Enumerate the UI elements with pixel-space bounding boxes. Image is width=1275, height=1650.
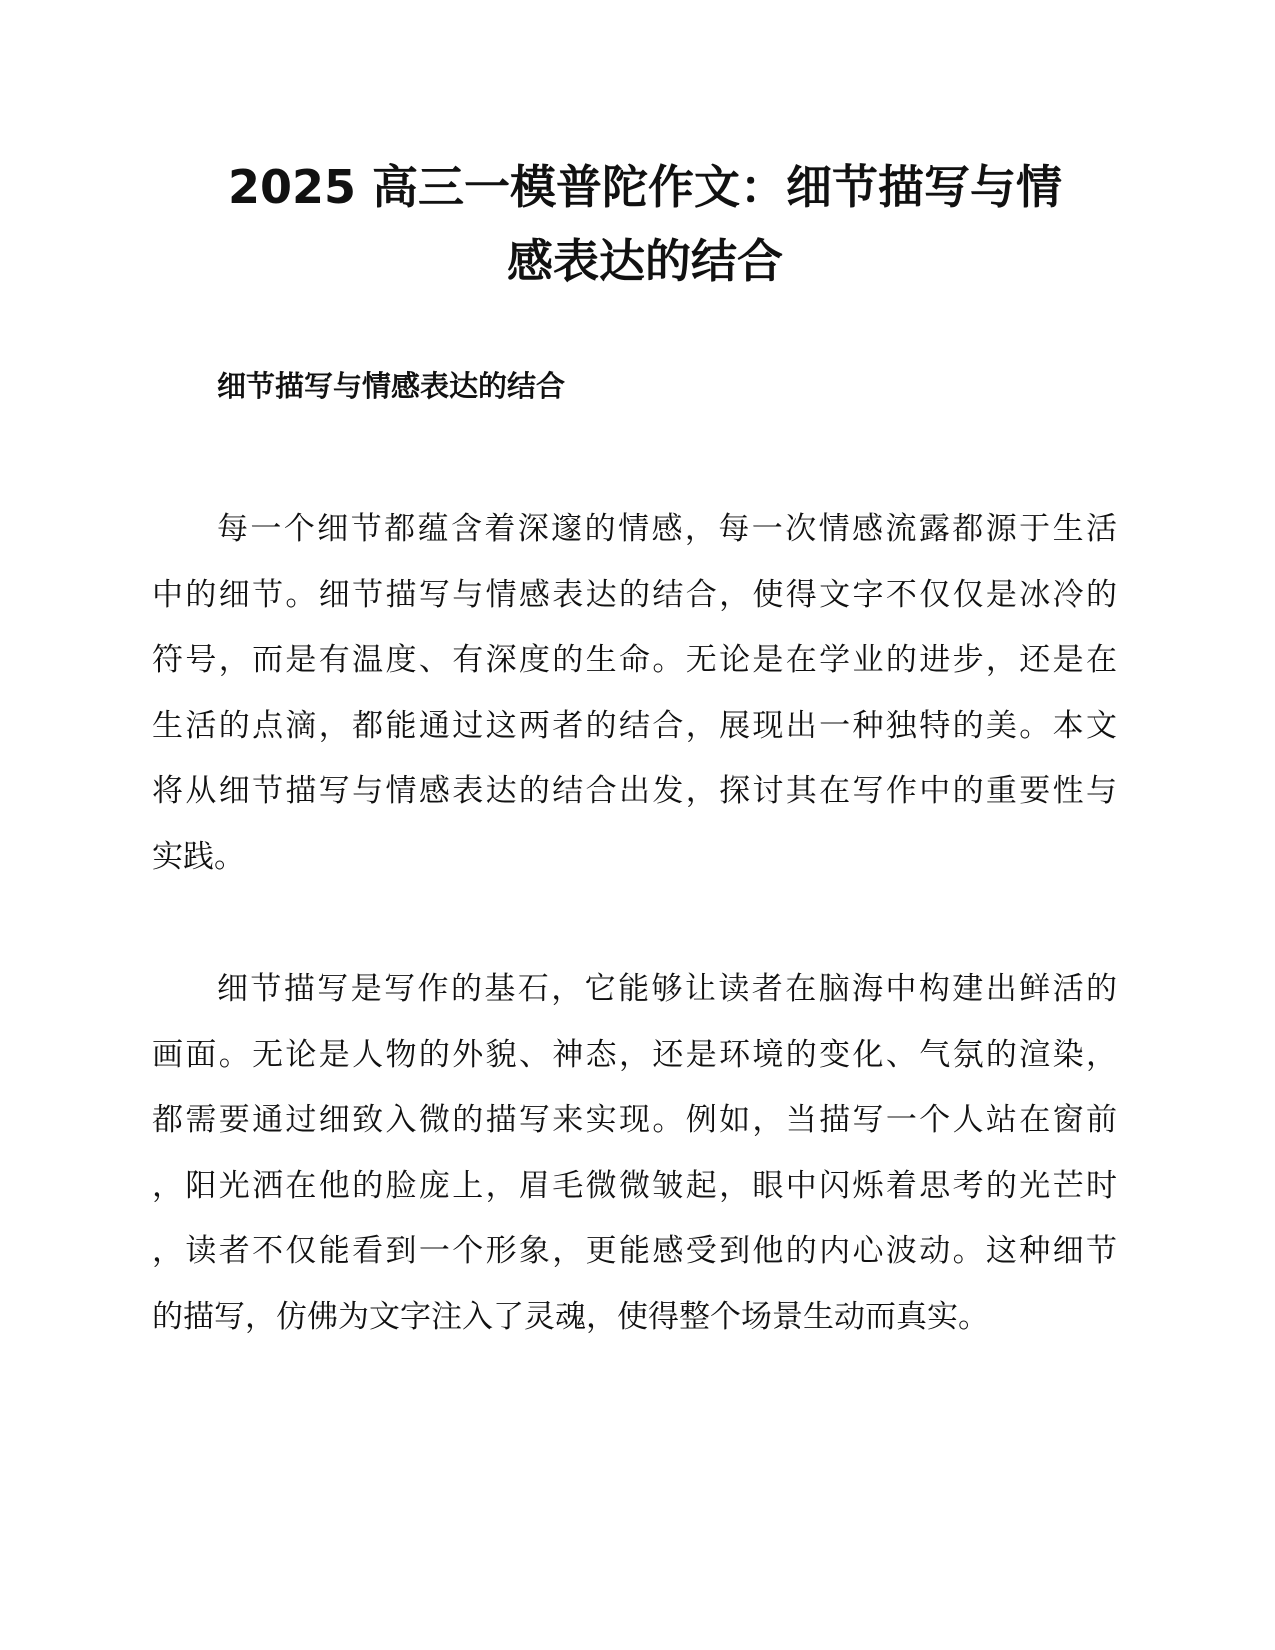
title-line-2: 感表达的结合 (507, 234, 783, 288)
paragraph-line: 中的细节。细节描写与情感表达的结合，使得文字不仅仅是冰冷的 (152, 576, 1117, 613)
paragraph-line: 符号，而是有温度、有深度的生命。无论是在学业的进步，还是在 (152, 642, 1117, 678)
paragraph-line: 的描写，仿佛为文字注入了灵魂，使得整个场景生动而真实。 (152, 1298, 989, 1335)
paragraph-line: 将从细节描写与情感表达的结合出发，探讨其在写作中的重要性与 (152, 773, 1117, 809)
document-title (150, 150, 1140, 298)
paragraph-line: ，读者不仅能看到一个形象，更能感受到他的内心波动。这种细节 (152, 1233, 1117, 1269)
paragraph-line: ，阳光洒在他的脸庞上，眉毛微微皱起，眼中闪烁着思考的光芒时 (152, 1167, 1117, 1204)
paragraph-line: 每一个细节都蕴含着深邃的情感，每一次情感流露都源于生活 (217, 511, 1117, 547)
paragraph-2 (152, 957, 1117, 1350)
paragraph-line: 画面。无论是人物的外貌、神态，还是环境的变化、气氛的渲染， (152, 1036, 1117, 1073)
paragraph-line: 细节描写是写作的基石，它能够让读者在脑海中构建出鲜活的 (217, 971, 1117, 1007)
section-heading: 细节描写与情感表达的结合 (217, 369, 566, 403)
paragraph-line: 生活的点滴，都能通过这两者的结合，展现出一种独特的美。本文 (152, 707, 1117, 744)
paragraph-1 (152, 497, 1117, 890)
paragraph-line: 都需要通过细致入微的描写来实现。例如，当描写一个人站在窗前 (152, 1102, 1117, 1138)
title-line-1: 2025 高三一模普陀作文：细节描写与情 (227, 160, 1063, 214)
paragraph-line: 实践。 (152, 838, 245, 875)
